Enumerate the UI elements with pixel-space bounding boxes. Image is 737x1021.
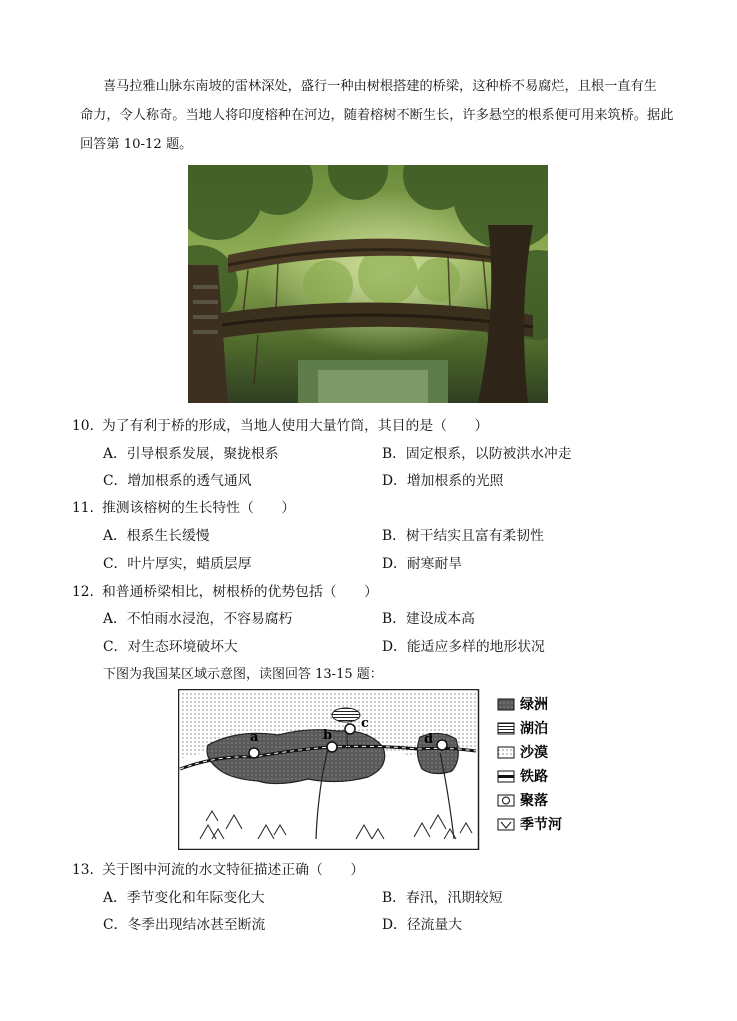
svg-text:湖泊: 湖泊 — [520, 721, 548, 737]
q10-option-b: B．固定根系，以防被洪水冲走 — [382, 446, 572, 462]
region-map — [178, 689, 587, 850]
q12-option-c: C．对生态环境破坏大 — [103, 639, 238, 655]
intro-line-1: 喜马拉雅山脉东南坡的雷林深处，盛行一种由树根搭建的桥梁，这种桥不易腐烂，且根一直有生 — [103, 79, 657, 94]
q11-option-a: A．根系生长缓慢 — [103, 528, 210, 544]
q10-option-a: A．引导根系发展，聚拢根系 — [103, 446, 279, 462]
question-12-stem: 12. 和普通桥梁相比，树根桥的优势包括（ ） — [72, 584, 378, 600]
q13-option-d: D．径流量大 — [382, 917, 463, 933]
q10-option-c: C．增加根系的透气通风 — [103, 473, 252, 489]
intro-line-2: 命力，令人称奇。当地人将印度榕种在河边，随着榕树不断生长，许多悬空的根系便可用来筑桥。据此 — [80, 108, 674, 123]
root-bridge-photo — [188, 165, 548, 403]
label-a: a — [250, 730, 259, 745]
question-13-stem: 13. 关于图中河流的水文特征描述正确（ ） — [72, 862, 365, 878]
q13-option-b: B．春汛，汛期较短 — [382, 890, 503, 906]
q12-option-d: D．能适应多样的地形状况 — [382, 639, 545, 655]
settlement-d — [437, 740, 447, 750]
q13-option-c: C．冬季出现结冰甚至断流 — [103, 917, 266, 933]
map-intro: 下图为我国某区域示意图，读图回答 13-15 题： — [103, 667, 383, 682]
svg-text:绿洲: 绿洲 — [520, 697, 548, 713]
q11-option-d: D．耐寒耐旱 — [382, 556, 463, 572]
settlement-a — [249, 748, 259, 758]
intro-paragraph — [80, 72, 674, 159]
q10-option-d: D．增加根系的光照 — [382, 473, 504, 489]
q12-option-b: B．建设成本高 — [382, 611, 475, 627]
label-c: c — [361, 716, 369, 731]
q11-option-b: B．树干结实且富有柔韧性 — [382, 528, 544, 544]
question-11-stem: 11. 推测该榕树的生长特性（ ） — [72, 500, 296, 516]
svg-text:铁路: 铁路 — [520, 769, 548, 785]
svg-text:沙漠: 沙漠 — [520, 745, 548, 761]
svg-text:聚落: 聚落 — [520, 793, 548, 809]
question-10-stem: 10. 为了有利于桥的形成，当地人使用大量竹筒，其目的是（ ） — [72, 418, 489, 434]
svg-text:季节河: 季节河 — [520, 817, 562, 833]
intro-line-3: 回答第 10-12 题。 — [80, 137, 193, 152]
label-b: b — [323, 728, 333, 743]
q13-option-a: A．季节变化和年际变化大 — [103, 890, 265, 906]
settlement-b — [327, 742, 337, 752]
q11-option-c: C．叶片厚实，蜡质层厚 — [103, 556, 252, 572]
map-legend — [498, 696, 562, 833]
label-d: d — [424, 732, 434, 747]
lake — [332, 708, 360, 722]
q12-option-a: A．不怕雨水浸泡，不容易腐朽 — [103, 611, 293, 627]
settlement-c — [345, 724, 355, 734]
